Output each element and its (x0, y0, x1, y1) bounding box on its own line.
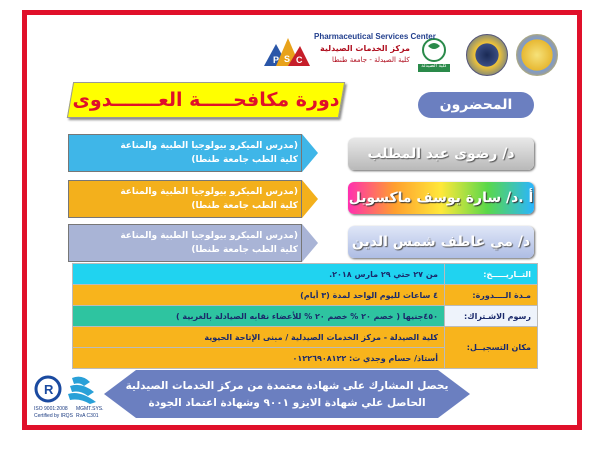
iso-mgmt-line: MGMT.SYS. (76, 406, 104, 412)
faculty-pharmacy-logo (414, 36, 454, 74)
svg-text:C: C (296, 55, 303, 65)
fees-row (73, 306, 538, 327)
lecturer-3-title-arrow (68, 224, 318, 262)
iso-rva-line: RvA C301 (76, 413, 99, 419)
date-row (73, 264, 538, 285)
lecturers-heading: المحضرون (418, 92, 534, 118)
svg-text:P: P (273, 55, 280, 65)
irqs-icon (34, 372, 106, 406)
registration-contact: أستاذ/ حسام وجدي ت: ٠١٢٢٦٩٠٨١٢٢ (73, 348, 445, 369)
psc-arabic-name: مركز الخدمات الصيدلية (320, 44, 410, 53)
lecturer-1-title-arrow (68, 134, 318, 172)
date-label: التــاريـــــخ: (445, 264, 538, 285)
lecturer-3-name: د/ مي عاطف شمس الدين (348, 226, 534, 258)
lecturer-1-affiliation: كلية الطب جامعة طنطا) (191, 155, 298, 165)
registration-row (73, 327, 538, 348)
svg-text:R: R (44, 382, 54, 397)
university-seal-logo (516, 34, 558, 76)
course-info-table (72, 263, 538, 369)
lecturer-2-position: (مدرس الميكرو بيولوجيا الطبية والمناعة (120, 187, 298, 197)
date-value: من ٢٧ حتي ٢٩ مارس ٢٠١٨. (73, 264, 445, 285)
duration-row (73, 285, 538, 306)
lecturer-2-title-arrow (68, 180, 318, 218)
course-title: دورة مكافحـــــة العـــــــدوى (72, 89, 340, 111)
faculty-logo-text: كلية الصيدلة (421, 63, 447, 69)
pharmaceutical-services-center-logo (262, 30, 436, 72)
lecturer-3-position: (مدرس الميكرو بيولوجيا الطبية والمناعة (120, 231, 298, 241)
psc-emblem-icon (262, 30, 312, 68)
lecturer-1-name: د/ رضوى عبد المطلب (348, 138, 534, 170)
fees-label: رسوم الاشـتراك: (445, 306, 538, 327)
psc-faculty-line: كلية الصيدلة - جامعة طنطا (332, 56, 410, 64)
duration-label: مـدة الــــدورة: (445, 285, 538, 306)
iso-cert-line-2: Certified by IRQS (34, 413, 73, 419)
lecturer-1-position: (مدرس الميكرو بيولوجيا الطبية والمناعة (120, 141, 298, 151)
lecturer-2-name: أ .د/ سارة يوسف ماكسويل (348, 182, 534, 214)
lecturer-2-affiliation: كلية الطب جامعة طنطا) (191, 201, 298, 211)
course-title-box (67, 82, 345, 118)
certificate-line-2: الحاصل علي شهادة الايزو ٩٠٠١ وشهادة اعتماد الجودة (148, 397, 426, 409)
registration-label: مكان التسجيــل: (445, 327, 538, 369)
lecturer-3-affiliation: كلية الطب جامعة طنطا) (191, 245, 298, 255)
duration-value: ٤ ساعات لليوم الواحد لمدة (٣ أيام) (73, 285, 445, 306)
certificate-line-1: يحصل المشارك على شهادة معتمدة من مركز الخدمات الصيدلية (125, 380, 449, 392)
iso-certification-logo (34, 372, 106, 420)
registration-place: كلية الصيدلة - مركز الخدمات الصيدلية / مبنى الإتاحة الحيوية (73, 327, 445, 348)
psc-title: Pharmaceutical Services Center (314, 32, 436, 41)
fees-value: ٤٥٠جنيها ( خصم ٢٠ % خصم ٢٠ % للأعضاء نقابه الصيادلة بالغربية ) (73, 306, 445, 327)
graduation-logo (466, 34, 508, 76)
iso-cert-line-1: ISO 9001:2008 (34, 406, 68, 412)
certificate-banner (104, 370, 470, 418)
svg-text:S: S (284, 54, 291, 64)
